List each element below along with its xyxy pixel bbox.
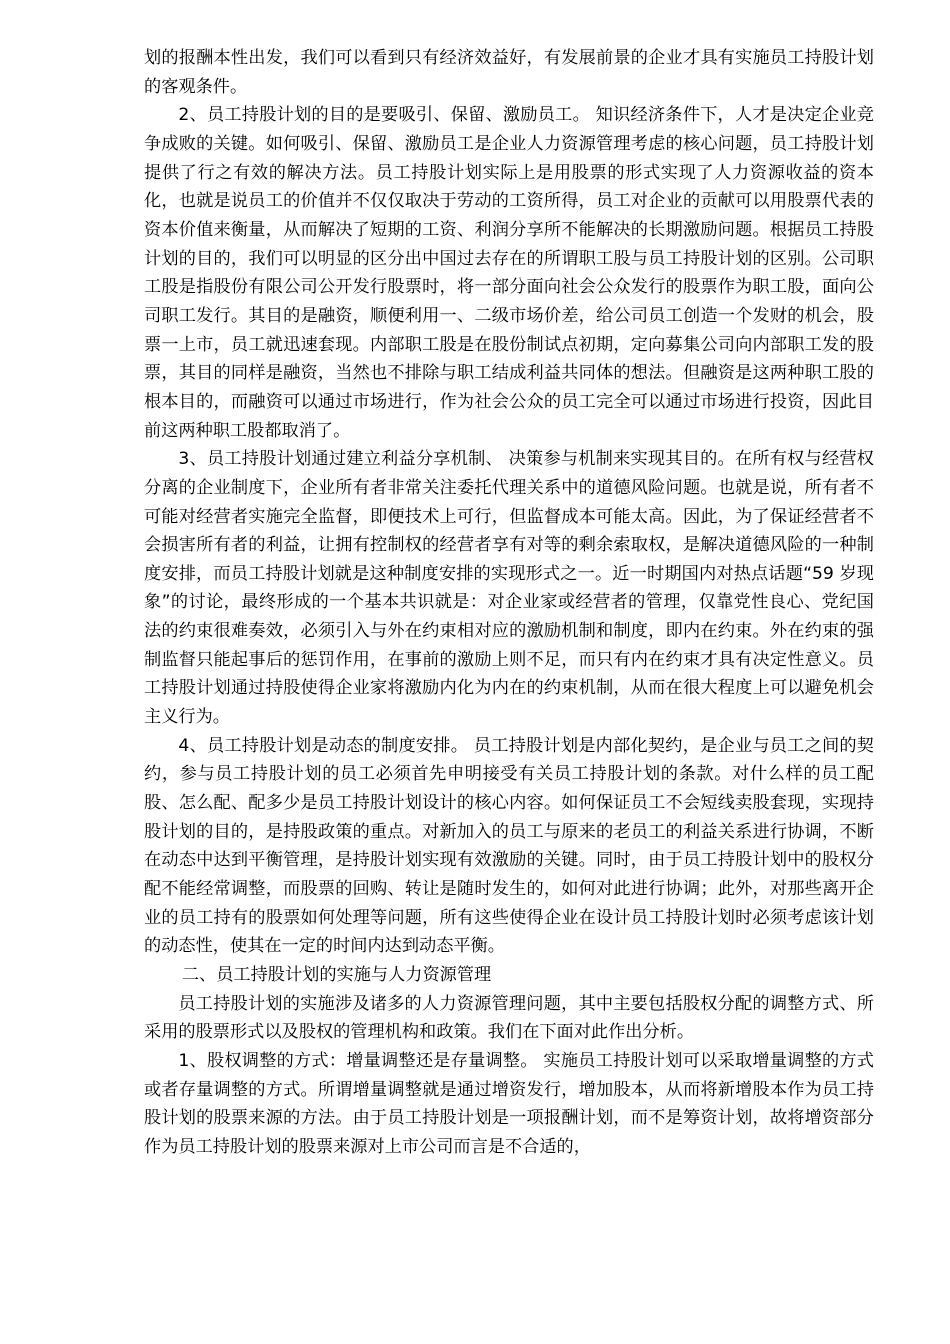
paragraph-continuation: 划的报酬本性出发，我们可以看到只有经济效益好，有发展前景的企业才具有实施员工持股计划的客观条件。	[144, 48, 874, 97]
section-heading: 二、员工持股计划的实施与人力资源管理	[181, 965, 492, 985]
document-page	[144, 44, 874, 1162]
paragraph-equity-adjustment: 1、股权调整的方式：增量调整还是存量调整。 实施员工持股计划可以采取增量调整的方式或者存量调整的方式。所谓增量调整就是通过增资发行，增加股本，从而将新增股本作为员工持股计划的股票来源的方法。由于员工持股计划是一项报酬计划，而不是筹资计划，故将增资部分作为员工持股计划的股票来源对上市公司而言是不合适的，	[144, 1050, 874, 1157]
paragraph-purpose: 2、员工持股计划的目的是要吸引、保留、激励员工。 知识经济条件下，人才是决定企业竞争成败的关键。如何吸引、保留、激励员工是企业人力资源管理考虑的核心问题，员工持股计划提供了行之有效的解决方法。员工持股计划实际上是用股票的形式实现了人力资源收益的资本化，也就是说员工的价值并不仅仅取决于劳动的工资所得，员工对企业的贡献可以用股票代表的资本价值来衡量，从而解决了短期的工资、利润分享所不能解决的长期激励问题。根据员工持股计划的目的，我们可以明显的区分出中国过去存在的所谓职工股与员工持股计划的区别。公司职工股是指股份有限公司公开发行股票时，将一部分面向社会公众发行的股票作为职工股，面向公司职工发行。其目的是融资，顺便利用一、二级市场价差，给公司员工创造一个发财的机会，股票一上市，员工就迅速套现。内部职工股是在股份制试点初期，定向募集公司向内部职工发的股票，其目的同样是融资，当然也不排除与职工结成利益共同体的想法。但融资是这两种职工股的根本目的，而融资可以通过市场进行，作为社会公众的员工完全可以通过市场进行投资，因此目前这两种职工股都取消了。	[144, 105, 874, 441]
paragraph-mechanism: 3、员工持股计划通过建立利益分享机制、 决策参与机制来实现其目的。在所有权与经营权分离的企业制度下，企业所有者非常关注委托代理关系中的道德风险问题。也就是说，所有者不可能对经营者实施完全监督，即便技术上可行，但监督成本可能太高。因此，为了保证经营者不会损害所有者的利益，让拥有控制权的经营者享有对等的剩余索取权，是解决道德风险的一种制度安排，而员工持股计划就是这种制度安排的实现形式之一。近一时期国内对热点话题“59 岁现象”的讨论，最终形成的一个基本共识就是：对企业家或经营者的管理，仅靠党性良心、党纪国法的约束很难奏效，必须引入与外在约束相对应的激励机制和制度，即内在约束。外在约束的强制监督只能起事后的惩罚作用，在事前的激励上则不足，而只有内在约束才具有决定性意义。员工持股计划通过持股使得企业家将激励内化为内在的约束机制，从而在很大程度上可以避免机会主义行为。	[144, 449, 874, 728]
paragraph-implementation: 员工持股计划的实施涉及诸多的人力资源管理问题，其中主要包括股权分配的调整方式、所采用的股票形式以及股权的管理机构和政策。我们在下面对此作出分析。	[144, 993, 874, 1043]
paragraph-dynamic: 4、员工持股计划是动态的制度安排。 员工持股计划是内部化契约，是企业与员工之间的契约，参与员工持股计划的员工必须首先申明接受有关员工持股计划的条款。对什么样的员工配股、怎么配、配多少是员工持股计划设计的核心内容。如何保证员工不会短线卖股套现，实现持股计划的目的，是持股政策的重点。对新加入的员工与原来的老员工的利益关系进行协调，不断在动态中达到平衡管理，是持股计划实现有效激励的关键。同时，由于员工持股计划中的股权分配不能经常调整，而股票的回购、转让是随时发生的，如何对此进行协调；此外，对那些离开企业的员工持有的股票如何处理等问题，所有这些使得企业在设计员工持股计划时必须考虑该计划的动态性，使其在一定的时间内达到动态平衡。	[144, 735, 874, 957]
